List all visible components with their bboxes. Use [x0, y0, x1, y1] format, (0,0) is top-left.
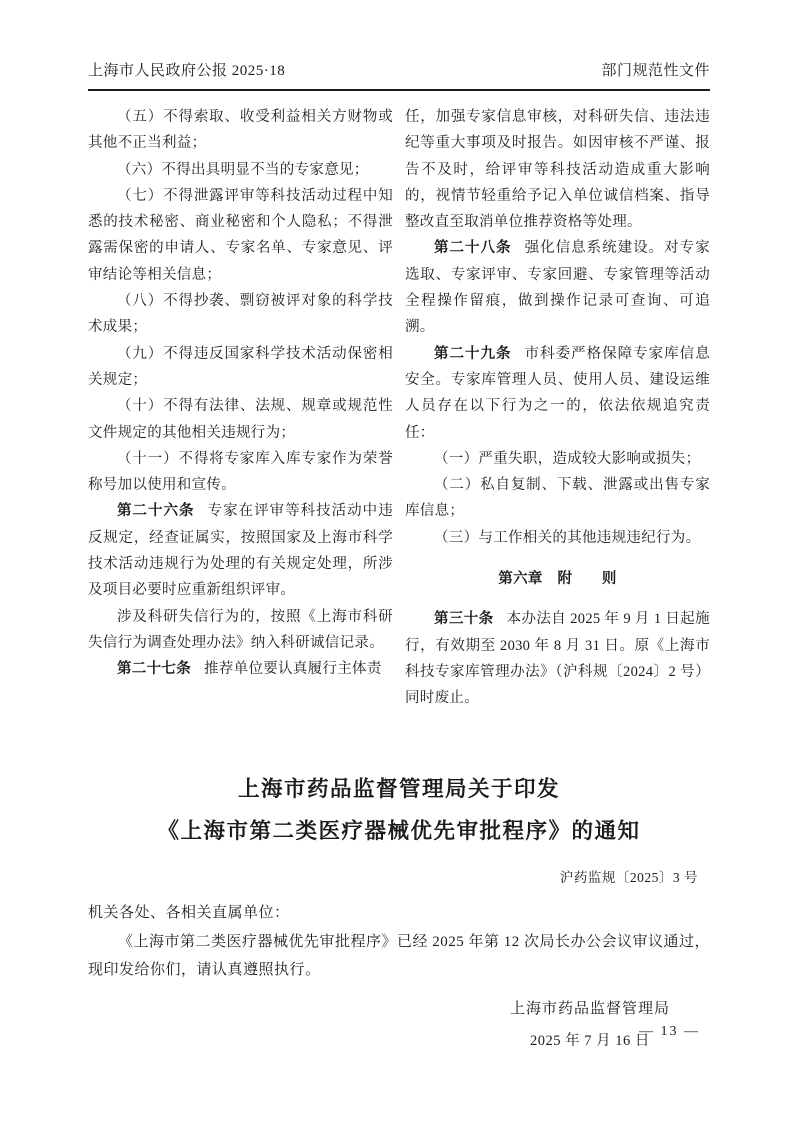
body-paragraph: 第二十六条 专家在评审等科技活动中违反规定，经查证属实，按照国家及上海市科学技术活动违规行为处理的有关规定处理，所涉及项目必要时应重新组织评审。: [88, 503, 393, 599]
signer-name: 上海市药品监督管理局: [509, 1000, 670, 1017]
body-paragraph: 第二十九条 市科委严格保障专家库信息安全。专家库管理人员、使用人员、建设运维人员存在以下行为之一的，依法依规追究责任：: [405, 345, 710, 441]
notice-title-line2: 《上海市第二类医疗器械优先审批程序》的通知: [157, 818, 641, 843]
notice-title-line1: 上海市药品监督管理局关于印发: [237, 776, 560, 801]
left-column: [88, 104, 393, 712]
body-paragraph: 任，加强专家信息审核，对科研失信、违法违纪等重大事项及时报告。如因审核不严谨、报告不及时，给评审等科技活动造成重大影响的，视情节轻重给予记入单位诚信档案、指导整改直至取消单位推荐资格等处理。: [405, 109, 710, 231]
body-paragraph: （十）不得有法律、法规、规章或规范性文件规定的其他相关违规行为；: [88, 398, 393, 441]
body-paragraph: 第二十七条 推荐单位要认真履行主体责: [117, 661, 382, 678]
chapter-heading: 第六章 附 则: [498, 571, 617, 588]
article-number: 第二十七条: [117, 661, 191, 678]
regulation-body: [88, 104, 710, 712]
body-paragraph: （七）不得泄露评审等科技活动过程中知悉的技术秘密、商业秘密和个人隐私；不得泄露需保密的申请人、专家名单、专家意见、评审结论等相关信息；: [88, 187, 393, 283]
notice-body-paragraph: 《上海市第二类医疗器械优先审批程序》已经 2025 年第 12 次局长办公会议审议通过，现印发给你们，请认真遵照执行。: [88, 933, 711, 978]
addressee-line: 机关各处、各相关直属单位：: [88, 904, 290, 921]
page-number: — 13 —: [639, 1024, 700, 1039]
header-section-label: 部门规范性文件: [601, 63, 710, 79]
article-number: 第二十六条: [117, 503, 195, 520]
body-paragraph: （十一）不得将专家库入库专家作为荣誉称号加以使用和宣传。: [88, 450, 393, 494]
body-paragraph: （三）与工作相关的其他违规违纪行为。: [434, 529, 701, 546]
signature-date: 2025 年 7 月 16 日: [530, 1032, 650, 1049]
right-column: [405, 104, 710, 712]
header-gazette-title: 上海市人民政府公报 2025·18: [88, 63, 286, 79]
body-paragraph: （九）不得违反国家科学技术活动保密相关规定；: [88, 345, 393, 388]
body-paragraph: （五）不得索取、收受利益相关方财物或其他不正当利益；: [88, 109, 393, 152]
body-paragraph: 第三十条 本办法自 2025 年 9 月 1 日起施行，有效期至 2030 年 8 月 31 日。原《上海市科技专家库管理办法》（沪科规〔2024〕2 号）同时废止。: [405, 611, 710, 707]
body-paragraph: （六）不得出具明显不当的专家意见；: [117, 161, 369, 178]
body-paragraph: （二）私自复制、下载、泄露或出售专家库信息；: [405, 477, 710, 520]
article-number: 第二十九条: [434, 345, 512, 362]
document-number: 沪药监规〔2025〕3 号: [559, 869, 698, 885]
body-paragraph: 涉及科研失信行为的，按照《上海市科研失信行为调查处理办法》纳入科研诚信记录。: [88, 608, 393, 651]
body-paragraph: （八）不得抄袭、剽窃被评对象的科学技术成果；: [88, 293, 393, 336]
running-header: [88, 0, 710, 91]
body-paragraph: 第二十八条 强化信息系统建设。对专家选取、专家评审、专家回避、专家管理等活动全程操作留痕，做到操作记录可查询、可追溯。: [405, 240, 710, 336]
article-number: 第三十条: [434, 611, 494, 628]
body-paragraph: （一）严重失职，造成较大影响或损失；: [434, 450, 701, 467]
notice-section: [88, 768, 710, 1054]
article-number: 第二十八条: [434, 240, 512, 257]
notice-title: [88, 768, 710, 852]
